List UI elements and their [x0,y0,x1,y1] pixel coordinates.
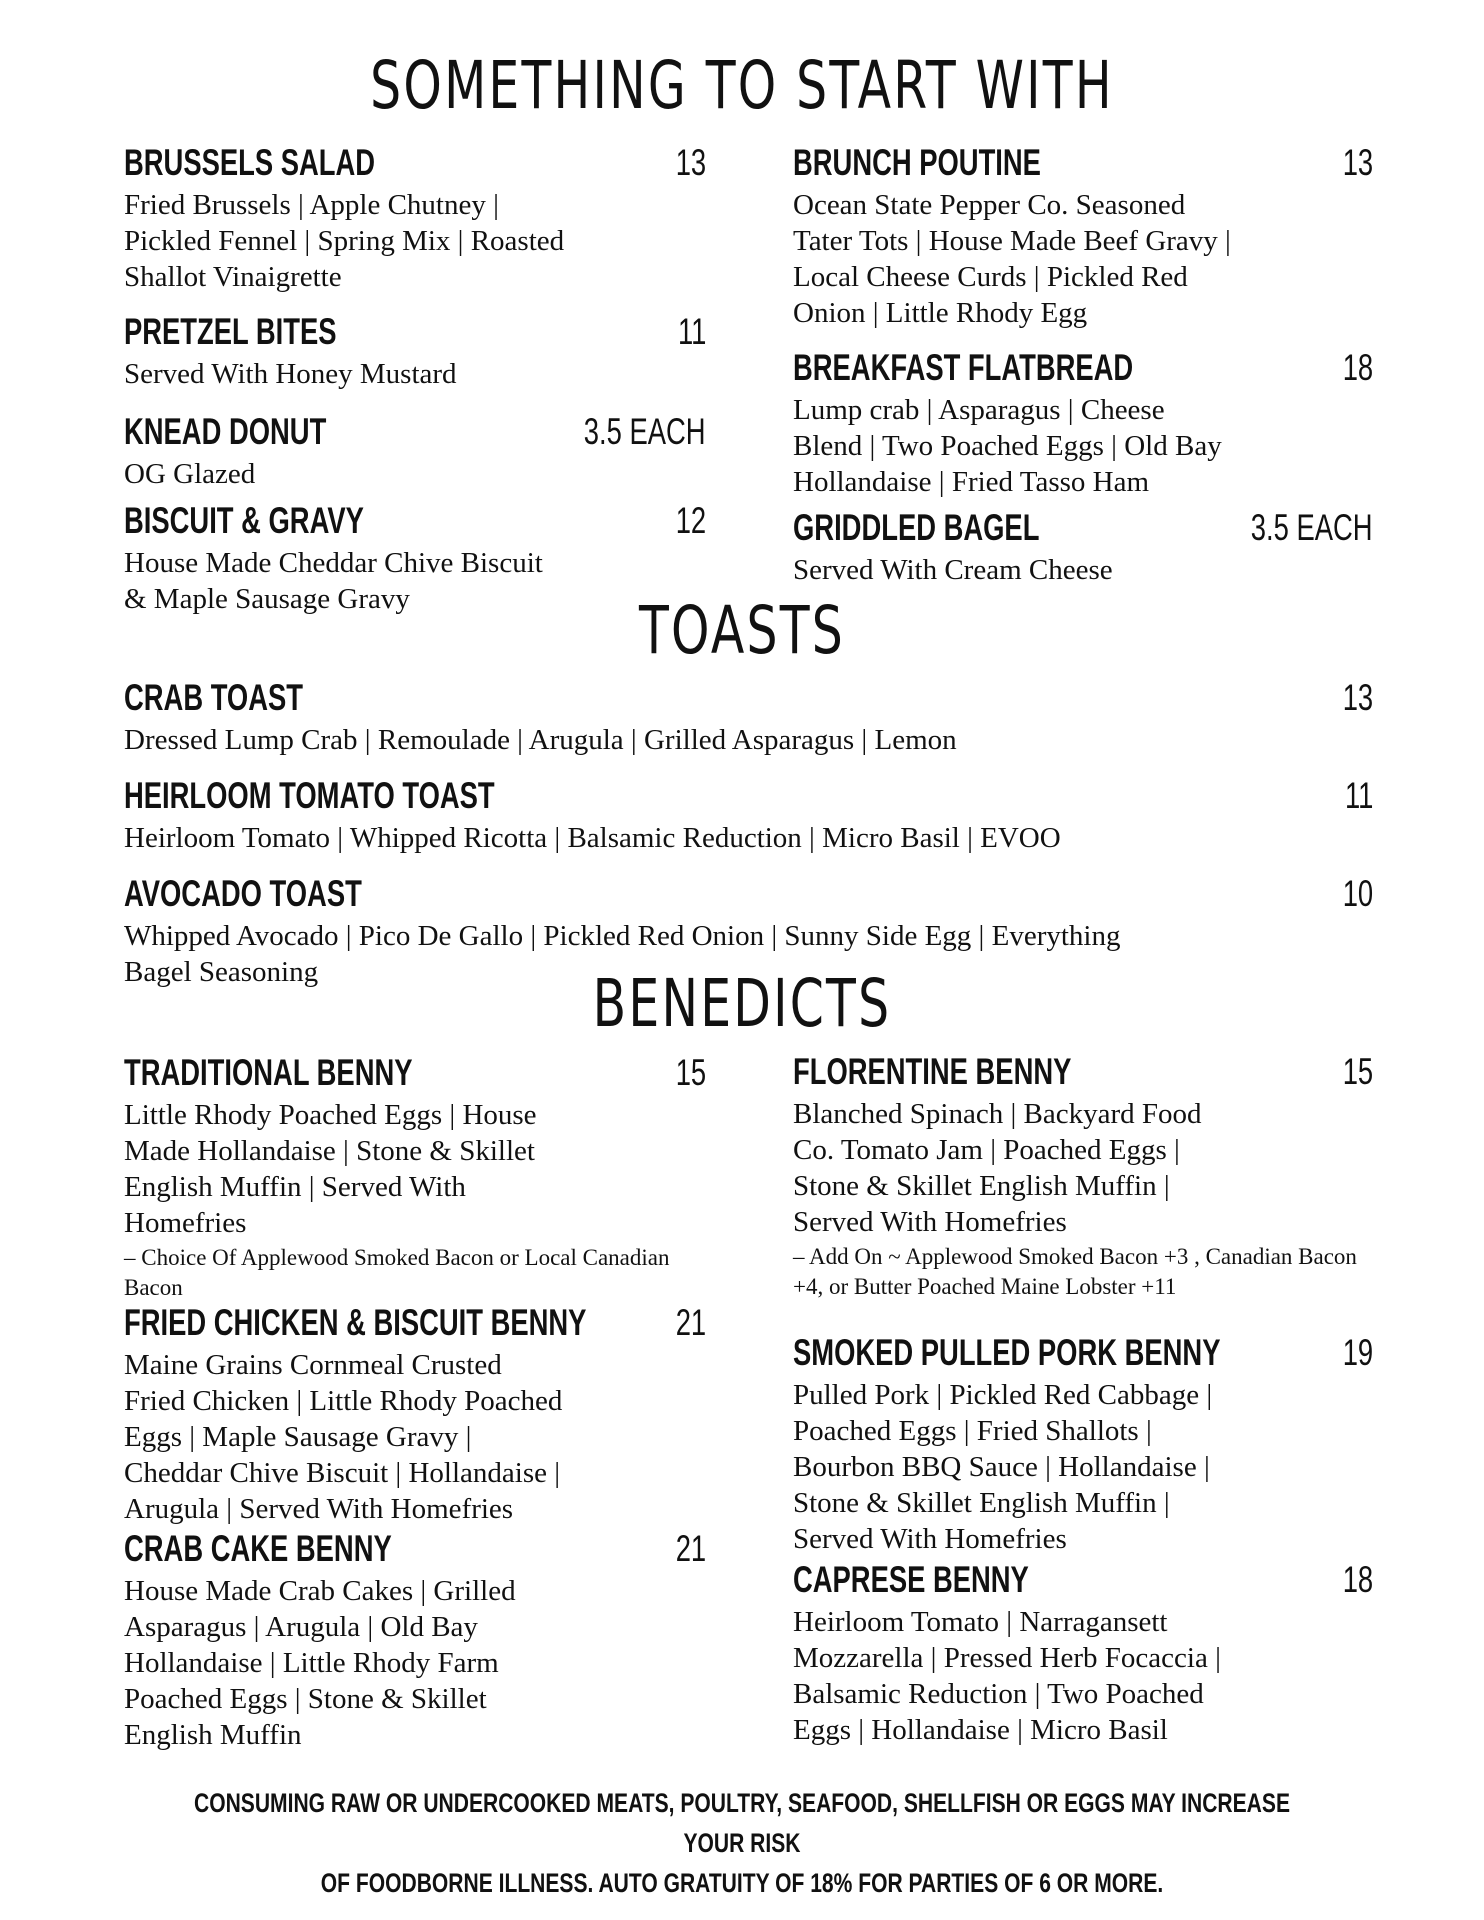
item-price: 3.5 EACH [1251,507,1373,548]
item-price: 18 [1342,347,1373,388]
item-description: Heirloom Tomato | Narragansett Mozzarella | Pressed Herb Focaccia | Balsamic Reduction | Two Poached Eggs | Hollandaise | Micro Basil [793,1606,1221,1746]
item-name: FLORENTINE BENNY [793,1051,1072,1092]
menu-item-fried-chicken-biscuit-benny [124,1301,706,1527]
item-price: 10 [1342,873,1373,914]
item-name: GRIDDLED BAGEL [793,507,1040,548]
item-price: 19 [1342,1332,1373,1373]
item-name: BRUNCH POUTINE [793,142,1041,183]
item-price: 13 [1342,142,1373,183]
section-title-starters: SOMETHING TO START WITH [370,47,1114,124]
item-name: SMOKED PULLED PORK BENNY [793,1332,1221,1373]
item-description: Served With Honey Mustard [124,358,457,390]
section-title-benedicts: BENEDICTS [592,965,892,1042]
menu-item-knead-donut [124,410,706,492]
item-price: 15 [675,1052,706,1093]
item-name: CAPRESE BENNY [793,1559,1029,1600]
menu-item-caprese-benny [793,1558,1373,1748]
item-description: OG Glazed [124,458,256,490]
menu-item-crab-cake-benny [124,1527,706,1753]
food-safety-disclaimer [163,1783,1321,1903]
item-name: CRAB CAKE BENNY [124,1528,392,1569]
menu-item-brussels-salad [124,141,706,295]
item-description: Ocean State Pepper Co. Seasoned Tater Tots | House Made Beef Gravy | Local Cheese Curds | Pickled Red Onion | Little Rhody Egg [793,189,1231,329]
item-name: HEIRLOOM TOMATO TOAST [124,775,495,816]
menu-item-traditional-benny [124,1051,706,1303]
item-price: 21 [675,1302,706,1343]
item-name: KNEAD DONUT [124,411,327,452]
item-name: FRIED CHICKEN & BISCUIT BENNY [124,1302,587,1343]
item-description: Served With Cream Cheese [793,554,1113,586]
item-note: – Add On ~ Applewood Smoked Bacon +3 , Canadian Bacon +4, or Butter Poached Maine Lobster +11 [793,1244,1357,1299]
item-description: Dressed Lump Crab | Remoulade | Arugula | Grilled Asparagus | Lemon [124,724,957,756]
menu-item-smoked-pulled-pork-benny [793,1331,1373,1557]
section-title-toasts: TOASTS [639,592,845,669]
item-description: House Made Crab Cakes | Grilled Asparagus | Arugula | Old Bay Hollandaise | Little Rhody Farm Poached Eggs | Stone & Skillet English Muffin [124,1575,516,1751]
item-name: PRETZEL BITES [124,311,337,352]
menu-item-heirloom-tomato-toast [124,774,1373,856]
item-price: 3.5 EACH [584,411,706,452]
item-description: House Made Cheddar Chive Biscuit & Maple Sausage Gravy [124,547,543,615]
menu-item-crab-toast [124,676,1373,758]
item-description: Blanched Spinach | Backyard Food Co. Tomato Jam | Poached Eggs | Stone & Skillet English Muffin | Served With Homefries [793,1098,1202,1238]
menu-item-florentine-benny [793,1050,1373,1302]
item-price: 15 [1342,1051,1373,1092]
item-name: CRAB TOAST [124,677,303,718]
item-price: 18 [1342,1559,1373,1600]
menu-item-pretzel-bites [124,310,706,392]
item-name: BISCUIT & GRAVY [124,500,364,541]
item-description: Fried Brussels | Apple Chutney | Pickled Fennel | Spring Mix | Roasted Shallot Vinaigrette [124,189,565,293]
disclaimer-line-2: OF FOODBORNE ILLNESS. AUTO GRATUITY OF 18% FOR PARTIES OF 6 OR MORE. [320,1868,1164,1898]
menu-item-brunch-poutine [793,141,1373,331]
item-description: Pulled Pork | Pickled Red Cabbage | Poached Eggs | Fried Shallots | Bourbon BBQ Sauce | Hollandaise | Stone & Skillet English Muffin | Served With Homefries [793,1379,1213,1555]
item-description: Little Rhody Poached Eggs | House Made Hollandaise | Stone & Skillet English Muffin | Served With Homefries [124,1099,537,1239]
item-description: Heirloom Tomato | Whipped Ricotta | Balsamic Reduction | Micro Basil | EVOO [124,822,1061,854]
item-price: 12 [675,500,706,541]
item-name: BRUSSELS SALAD [124,142,376,183]
menu-item-griddled-bagel [793,506,1373,588]
item-name: TRADITIONAL BENNY [124,1052,413,1093]
item-price: 11 [1344,775,1373,816]
item-price: 13 [1342,677,1373,718]
item-name: AVOCADO TOAST [124,873,362,914]
item-description: Maine Grains Cornmeal Crusted Fried Chicken | Little Rhody Poached Eggs | Maple Sausage Gravy | Cheddar Chive Biscuit | Hollandaise | Arugula | Served With Homefries [124,1349,563,1525]
menu-item-breakfast-flatbread [793,346,1373,500]
item-price: 13 [675,142,706,183]
item-name: BREAKFAST FLATBREAD [793,347,1134,388]
item-price: 11 [677,311,706,352]
item-price: 21 [675,1528,706,1569]
item-note: – Choice Of Applewood Smoked Bacon or Local Canadian Bacon [124,1245,670,1300]
item-description: Lump crab | Asparagus | Cheese Blend | Two Poached Eggs | Old Bay Hollandaise | Fried Tasso Ham [793,394,1222,498]
item-description: Whipped Avocado | Pico De Gallo | Pickled Red Onion | Sunny Side Egg | Everything Bagel Seasoning [124,920,1121,988]
disclaimer-line-1: CONSUMING RAW OR UNDERCOOKED MEATS, POULTRY, SEAFOOD, SHELLFISH OR EGGS MAY INCREASE YOUR RISK [194,1788,1290,1858]
